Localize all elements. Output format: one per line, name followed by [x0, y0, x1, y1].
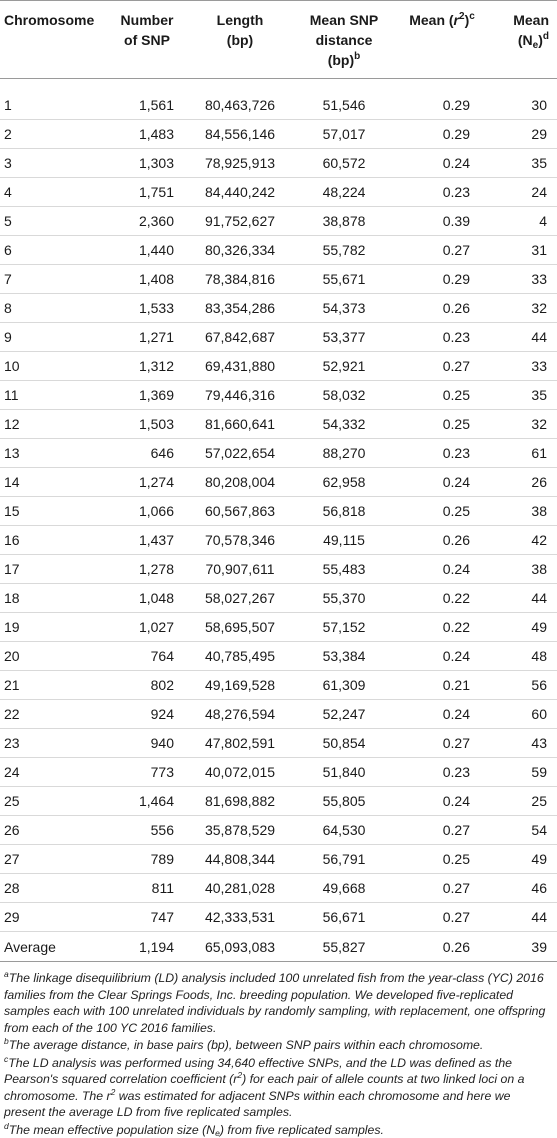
cell-number-of-snp: 556 — [108, 816, 186, 845]
cell-number-of-snp: 1,194 — [108, 932, 186, 962]
cell-mean-ne: 46 — [490, 874, 557, 903]
cell-chromosome: 12 — [0, 410, 108, 439]
cell-length: 70,907,611 — [186, 555, 294, 584]
table-row — [0, 526, 557, 555]
header-length-line1: Length — [217, 12, 264, 28]
cell-mean-snp-distance: 58,032 — [294, 381, 394, 410]
cell-mean-snp-distance: 57,017 — [294, 120, 394, 149]
cell-mean-ne: 49 — [490, 613, 557, 642]
cell-mean-snp-distance: 49,668 — [294, 874, 394, 903]
cell-length: 49,169,528 — [186, 671, 294, 700]
cell-chromosome: 8 — [0, 294, 108, 323]
cell-mean-ne: 30 — [490, 79, 557, 120]
table-row — [0, 294, 557, 323]
cell-mean-ne: 33 — [490, 265, 557, 294]
cell-mean-r2: 0.27 — [394, 874, 490, 903]
cell-length: 70,578,346 — [186, 526, 294, 555]
cell-mean-r2: 0.23 — [394, 758, 490, 787]
footnote-mark-c: c — [469, 11, 475, 22]
cell-mean-ne: 32 — [490, 294, 557, 323]
cell-mean-r2: 0.27 — [394, 352, 490, 381]
cell-mean-ne: 56 — [490, 671, 557, 700]
cell-length: 81,698,882 — [186, 787, 294, 816]
header-length-line2: (bp) — [227, 32, 253, 48]
cell-mean-snp-distance: 55,671 — [294, 265, 394, 294]
cell-length: 78,384,816 — [186, 265, 294, 294]
cell-mean-ne: 44 — [490, 903, 557, 932]
footnote-mark-b: b — [354, 51, 360, 62]
cell-mean-ne: 31 — [490, 236, 557, 265]
cell-mean-snp-distance: 64,530 — [294, 816, 394, 845]
header-ne-suffix: ) — [538, 32, 543, 48]
cell-mean-snp-distance: 62,958 — [294, 468, 394, 497]
cell-mean-ne: 49 — [490, 845, 557, 874]
cell-number-of-snp: 1,066 — [108, 497, 186, 526]
cell-chromosome: 19 — [0, 613, 108, 642]
cell-mean-r2: 0.29 — [394, 120, 490, 149]
cell-number-of-snp: 2,360 — [108, 207, 186, 236]
cell-mean-r2: 0.29 — [394, 265, 490, 294]
cell-mean-r2: 0.23 — [394, 439, 490, 468]
footnote-c-r2: r — [107, 1089, 111, 1103]
footnote-c-text-1: The LD analysis was performed using 34,640 effective SNPs, and the LD was defined as the Pearson's squared correlation coefficient ( — [4, 1056, 512, 1087]
cell-mean-ne: 39 — [490, 932, 557, 962]
cell-mean-r2: 0.22 — [394, 613, 490, 642]
footnote-a — [4, 970, 553, 1036]
footnote-c-exp: 2 — [237, 1070, 242, 1080]
cell-chromosome: 9 — [0, 323, 108, 352]
cell-mean-snp-distance: 53,377 — [294, 323, 394, 352]
header-chromosome — [0, 1, 108, 79]
footnote-b-mark: b — [4, 1036, 9, 1046]
cell-number-of-snp: 924 — [108, 700, 186, 729]
cell-number-of-snp: 1,408 — [108, 265, 186, 294]
table-row — [0, 758, 557, 787]
header-row — [0, 1, 557, 79]
cell-number-of-snp: 811 — [108, 874, 186, 903]
cell-length: 47,802,591 — [186, 729, 294, 758]
cell-number-of-snp: 1,027 — [108, 613, 186, 642]
header-chromosome-label: Chromosome — [4, 12, 94, 28]
cell-number-of-snp: 789 — [108, 845, 186, 874]
header-nsnp-line1: Number — [121, 12, 174, 28]
table-row — [0, 236, 557, 265]
cell-chromosome: 23 — [0, 729, 108, 758]
table-row — [0, 555, 557, 584]
cell-mean-snp-distance: 88,270 — [294, 439, 394, 468]
cell-length: 81,660,641 — [186, 410, 294, 439]
cell-number-of-snp: 1,312 — [108, 352, 186, 381]
cell-mean-r2: 0.24 — [394, 149, 490, 178]
cell-chromosome: 21 — [0, 671, 108, 700]
cell-mean-snp-distance: 51,840 — [294, 758, 394, 787]
cell-mean-ne: 61 — [490, 439, 557, 468]
cell-length: 44,808,344 — [186, 845, 294, 874]
footnote-d-mark: d — [4, 1121, 9, 1131]
cell-number-of-snp: 747 — [108, 903, 186, 932]
table-row — [0, 265, 557, 294]
cell-mean-r2: 0.27 — [394, 816, 490, 845]
cell-mean-snp-distance: 61,309 — [294, 671, 394, 700]
cell-mean-ne: 44 — [490, 584, 557, 613]
header-nsnp-line2: of SNP — [124, 32, 170, 48]
cell-mean-snp-distance: 52,247 — [294, 700, 394, 729]
footnote-b-text: The average distance, in base pairs (bp), between SNP pairs within each chromosome. — [9, 1038, 484, 1052]
cell-number-of-snp: 940 — [108, 729, 186, 758]
cell-length: 79,446,316 — [186, 381, 294, 410]
cell-number-of-snp: 1,303 — [108, 149, 186, 178]
cell-length: 40,281,028 — [186, 874, 294, 903]
footnote-c-r: r — [233, 1072, 237, 1086]
cell-mean-snp-distance: 57,152 — [294, 613, 394, 642]
cell-mean-snp-distance: 56,671 — [294, 903, 394, 932]
cell-number-of-snp: 1,533 — [108, 294, 186, 323]
cell-mean-ne: 42 — [490, 526, 557, 555]
header-mean-ne — [490, 1, 557, 79]
cell-chromosome: 20 — [0, 642, 108, 671]
cell-number-of-snp: 646 — [108, 439, 186, 468]
cell-mean-ne: 43 — [490, 729, 557, 758]
table-row — [0, 903, 557, 932]
header-dist-line1: Mean SNP — [310, 12, 378, 28]
cell-chromosome: 18 — [0, 584, 108, 613]
cell-chromosome: 16 — [0, 526, 108, 555]
header-mean-r2 — [394, 1, 490, 79]
cell-chromosome: 1 — [0, 79, 108, 120]
cell-chromosome: 24 — [0, 758, 108, 787]
table-row — [0, 410, 557, 439]
footnote-c-exp2: 2 — [111, 1087, 116, 1097]
cell-mean-ne: 35 — [490, 381, 557, 410]
footnote-d-text-2: ) from five replicated samples. — [220, 1123, 384, 1137]
cell-chromosome: 4 — [0, 178, 108, 207]
table-body — [0, 79, 557, 962]
cell-mean-ne: 29 — [490, 120, 557, 149]
cell-mean-r2: 0.24 — [394, 468, 490, 497]
cell-length: 84,440,242 — [186, 178, 294, 207]
cell-length: 58,695,507 — [186, 613, 294, 642]
cell-mean-r2: 0.26 — [394, 526, 490, 555]
cell-mean-r2: 0.25 — [394, 381, 490, 410]
table-row — [0, 439, 557, 468]
cell-length: 42,333,531 — [186, 903, 294, 932]
table-row — [0, 845, 557, 874]
footnote-c — [4, 1055, 553, 1121]
average-row — [0, 932, 557, 962]
cell-number-of-snp: 1,278 — [108, 555, 186, 584]
table-row — [0, 584, 557, 613]
cell-number-of-snp: 1,483 — [108, 120, 186, 149]
cell-mean-ne: 44 — [490, 323, 557, 352]
cell-number-of-snp: 1,437 — [108, 526, 186, 555]
cell-mean-snp-distance: 54,373 — [294, 294, 394, 323]
cell-number-of-snp: 1,751 — [108, 178, 186, 207]
cell-chromosome: 28 — [0, 874, 108, 903]
cell-length: 69,431,880 — [186, 352, 294, 381]
cell-chromosome: 27 — [0, 845, 108, 874]
cell-mean-ne: 26 — [490, 468, 557, 497]
cell-length: 80,463,726 — [186, 79, 294, 120]
header-length — [186, 1, 294, 79]
cell-mean-ne: 59 — [490, 758, 557, 787]
cell-chromosome: 6 — [0, 236, 108, 265]
cell-mean-r2: 0.24 — [394, 787, 490, 816]
cell-length: 91,752,627 — [186, 207, 294, 236]
table-row — [0, 120, 557, 149]
cell-mean-snp-distance: 50,854 — [294, 729, 394, 758]
cell-number-of-snp: 802 — [108, 671, 186, 700]
cell-length: 67,842,687 — [186, 323, 294, 352]
cell-length: 60,567,863 — [186, 497, 294, 526]
cell-number-of-snp: 773 — [108, 758, 186, 787]
cell-number-of-snp: 1,369 — [108, 381, 186, 410]
cell-chromosome: 22 — [0, 700, 108, 729]
footnote-b — [4, 1037, 553, 1054]
cell-length: 80,326,334 — [186, 236, 294, 265]
cell-number-of-snp: 1,048 — [108, 584, 186, 613]
cell-mean-snp-distance: 49,115 — [294, 526, 394, 555]
cell-mean-ne: 24 — [490, 178, 557, 207]
cell-mean-r2: 0.27 — [394, 903, 490, 932]
table-row — [0, 787, 557, 816]
cell-mean-r2: 0.21 — [394, 671, 490, 700]
cell-number-of-snp: 1,503 — [108, 410, 186, 439]
cell-mean-r2: 0.27 — [394, 729, 490, 758]
cell-mean-ne: 60 — [490, 700, 557, 729]
header-mean-snp-distance — [294, 1, 394, 79]
table-row — [0, 613, 557, 642]
cell-mean-r2: 0.24 — [394, 700, 490, 729]
footnotes — [0, 962, 557, 1138]
footnote-a-text: The linkage disequilibrium (LD) analysis included 100 unrelated fish from the year-class (YC) 2016 families from the Clear Springs Foods, Inc. breeding population. We developed five-replicated samples each with 100 unrelated individuals by randomly sampling, with replacement, one offspring from each of the 100 YC 2016 families. — [4, 971, 545, 1035]
cell-chromosome: 11 — [0, 381, 108, 410]
cell-mean-ne: 35 — [490, 149, 557, 178]
footnote-d-sub: e — [215, 1128, 220, 1138]
cell-mean-r2: 0.29 — [394, 79, 490, 120]
cell-mean-snp-distance: 54,332 — [294, 410, 394, 439]
table-row — [0, 874, 557, 903]
cell-mean-snp-distance: 55,827 — [294, 932, 394, 962]
footnote-c-text-3: was estimated for adjacent SNPs within each chromosome and here we present the average LD from five replicated samples. — [4, 1089, 510, 1120]
cell-mean-r2: 0.23 — [394, 178, 490, 207]
cell-mean-ne: 54 — [490, 816, 557, 845]
cell-chromosome: 14 — [0, 468, 108, 497]
cell-mean-r2: 0.25 — [394, 410, 490, 439]
table-row — [0, 816, 557, 845]
table-header — [0, 1, 557, 79]
cell-length: 65,093,083 — [186, 932, 294, 962]
cell-chromosome: 10 — [0, 352, 108, 381]
cell-length: 58,027,267 — [186, 584, 294, 613]
cell-length: 78,925,913 — [186, 149, 294, 178]
cell-chromosome: 25 — [0, 787, 108, 816]
footnote-d-text-1: The mean effective population size (N — [9, 1123, 215, 1137]
cell-mean-snp-distance: 38,878 — [294, 207, 394, 236]
cell-mean-snp-distance: 56,818 — [294, 497, 394, 526]
cell-number-of-snp: 1,561 — [108, 79, 186, 120]
cell-number-of-snp: 1,440 — [108, 236, 186, 265]
header-dist-line3: (bp) — [328, 52, 354, 68]
table-row — [0, 468, 557, 497]
table-row — [0, 642, 557, 671]
header-r2-prefix: Mean ( — [409, 12, 453, 28]
cell-chromosome: 5 — [0, 207, 108, 236]
cell-mean-snp-distance: 52,921 — [294, 352, 394, 381]
table-row — [0, 79, 557, 120]
cell-mean-r2: 0.23 — [394, 323, 490, 352]
table-row — [0, 352, 557, 381]
cell-mean-snp-distance: 48,224 — [294, 178, 394, 207]
table-row — [0, 323, 557, 352]
cell-mean-ne: 38 — [490, 497, 557, 526]
cell-length: 40,785,495 — [186, 642, 294, 671]
footnote-a-mark: a — [4, 969, 9, 979]
cell-chromosome: 17 — [0, 555, 108, 584]
table-row — [0, 207, 557, 236]
cell-mean-r2: 0.26 — [394, 932, 490, 962]
cell-mean-r2: 0.27 — [394, 236, 490, 265]
table-row — [0, 381, 557, 410]
cell-chromosome: 2 — [0, 120, 108, 149]
cell-number-of-snp: 1,271 — [108, 323, 186, 352]
cell-mean-ne: 4 — [490, 207, 557, 236]
cell-chromosome: 7 — [0, 265, 108, 294]
cell-mean-snp-distance: 55,483 — [294, 555, 394, 584]
footnote-mark-d: d — [543, 31, 549, 42]
table-row — [0, 700, 557, 729]
header-r2-var: r — [454, 12, 459, 28]
cell-mean-ne: 38 — [490, 555, 557, 584]
table-row — [0, 149, 557, 178]
header-r2-suffix: ) — [465, 12, 470, 28]
cell-mean-snp-distance: 56,791 — [294, 845, 394, 874]
cell-mean-ne: 25 — [490, 787, 557, 816]
header-ne-line1: Mean — [513, 12, 549, 28]
header-number-of-snp — [108, 1, 186, 79]
cell-chromosome: 26 — [0, 816, 108, 845]
cell-length: 57,022,654 — [186, 439, 294, 468]
header-ne-prefix: (N — [518, 32, 533, 48]
table-row — [0, 671, 557, 700]
cell-mean-snp-distance: 55,782 — [294, 236, 394, 265]
cell-mean-r2: 0.39 — [394, 207, 490, 236]
cell-mean-r2: 0.22 — [394, 584, 490, 613]
cell-length: 83,354,286 — [186, 294, 294, 323]
table-row — [0, 497, 557, 526]
cell-length: 84,556,146 — [186, 120, 294, 149]
cell-chromosome: 29 — [0, 903, 108, 932]
cell-mean-ne: 33 — [490, 352, 557, 381]
cell-length: 80,208,004 — [186, 468, 294, 497]
header-ne-subscript: e — [533, 40, 539, 51]
cell-number-of-snp: 1,274 — [108, 468, 186, 497]
cell-mean-snp-distance: 60,572 — [294, 149, 394, 178]
table-row — [0, 178, 557, 207]
cell-mean-r2: 0.24 — [394, 555, 490, 584]
footnote-c-mark: c — [4, 1054, 8, 1064]
cell-mean-snp-distance: 55,370 — [294, 584, 394, 613]
header-dist-line2: distance — [316, 32, 373, 48]
cell-length: 48,276,594 — [186, 700, 294, 729]
cell-mean-snp-distance: 55,805 — [294, 787, 394, 816]
cell-mean-ne: 48 — [490, 642, 557, 671]
cell-chromosome: 15 — [0, 497, 108, 526]
cell-mean-r2: 0.26 — [394, 294, 490, 323]
cell-length: 40,072,015 — [186, 758, 294, 787]
cell-length: 35,878,529 — [186, 816, 294, 845]
cell-mean-ne: 32 — [490, 410, 557, 439]
cell-mean-r2: 0.25 — [394, 845, 490, 874]
cell-chromosome: 13 — [0, 439, 108, 468]
footnote-c-text-2: ) for each pair of allele counts at two linked loci on a chromosome. The — [4, 1072, 524, 1103]
cell-chromosome: Average — [0, 932, 108, 962]
cell-mean-snp-distance: 51,546 — [294, 79, 394, 120]
cell-number-of-snp: 1,464 — [108, 787, 186, 816]
cell-mean-r2: 0.24 — [394, 642, 490, 671]
footnote-d — [4, 1122, 553, 1138]
header-r2-exponent: 2 — [459, 11, 465, 22]
cell-mean-r2: 0.25 — [394, 497, 490, 526]
cell-number-of-snp: 764 — [108, 642, 186, 671]
cell-mean-snp-distance: 53,384 — [294, 642, 394, 671]
cell-chromosome: 3 — [0, 149, 108, 178]
table-row — [0, 729, 557, 758]
